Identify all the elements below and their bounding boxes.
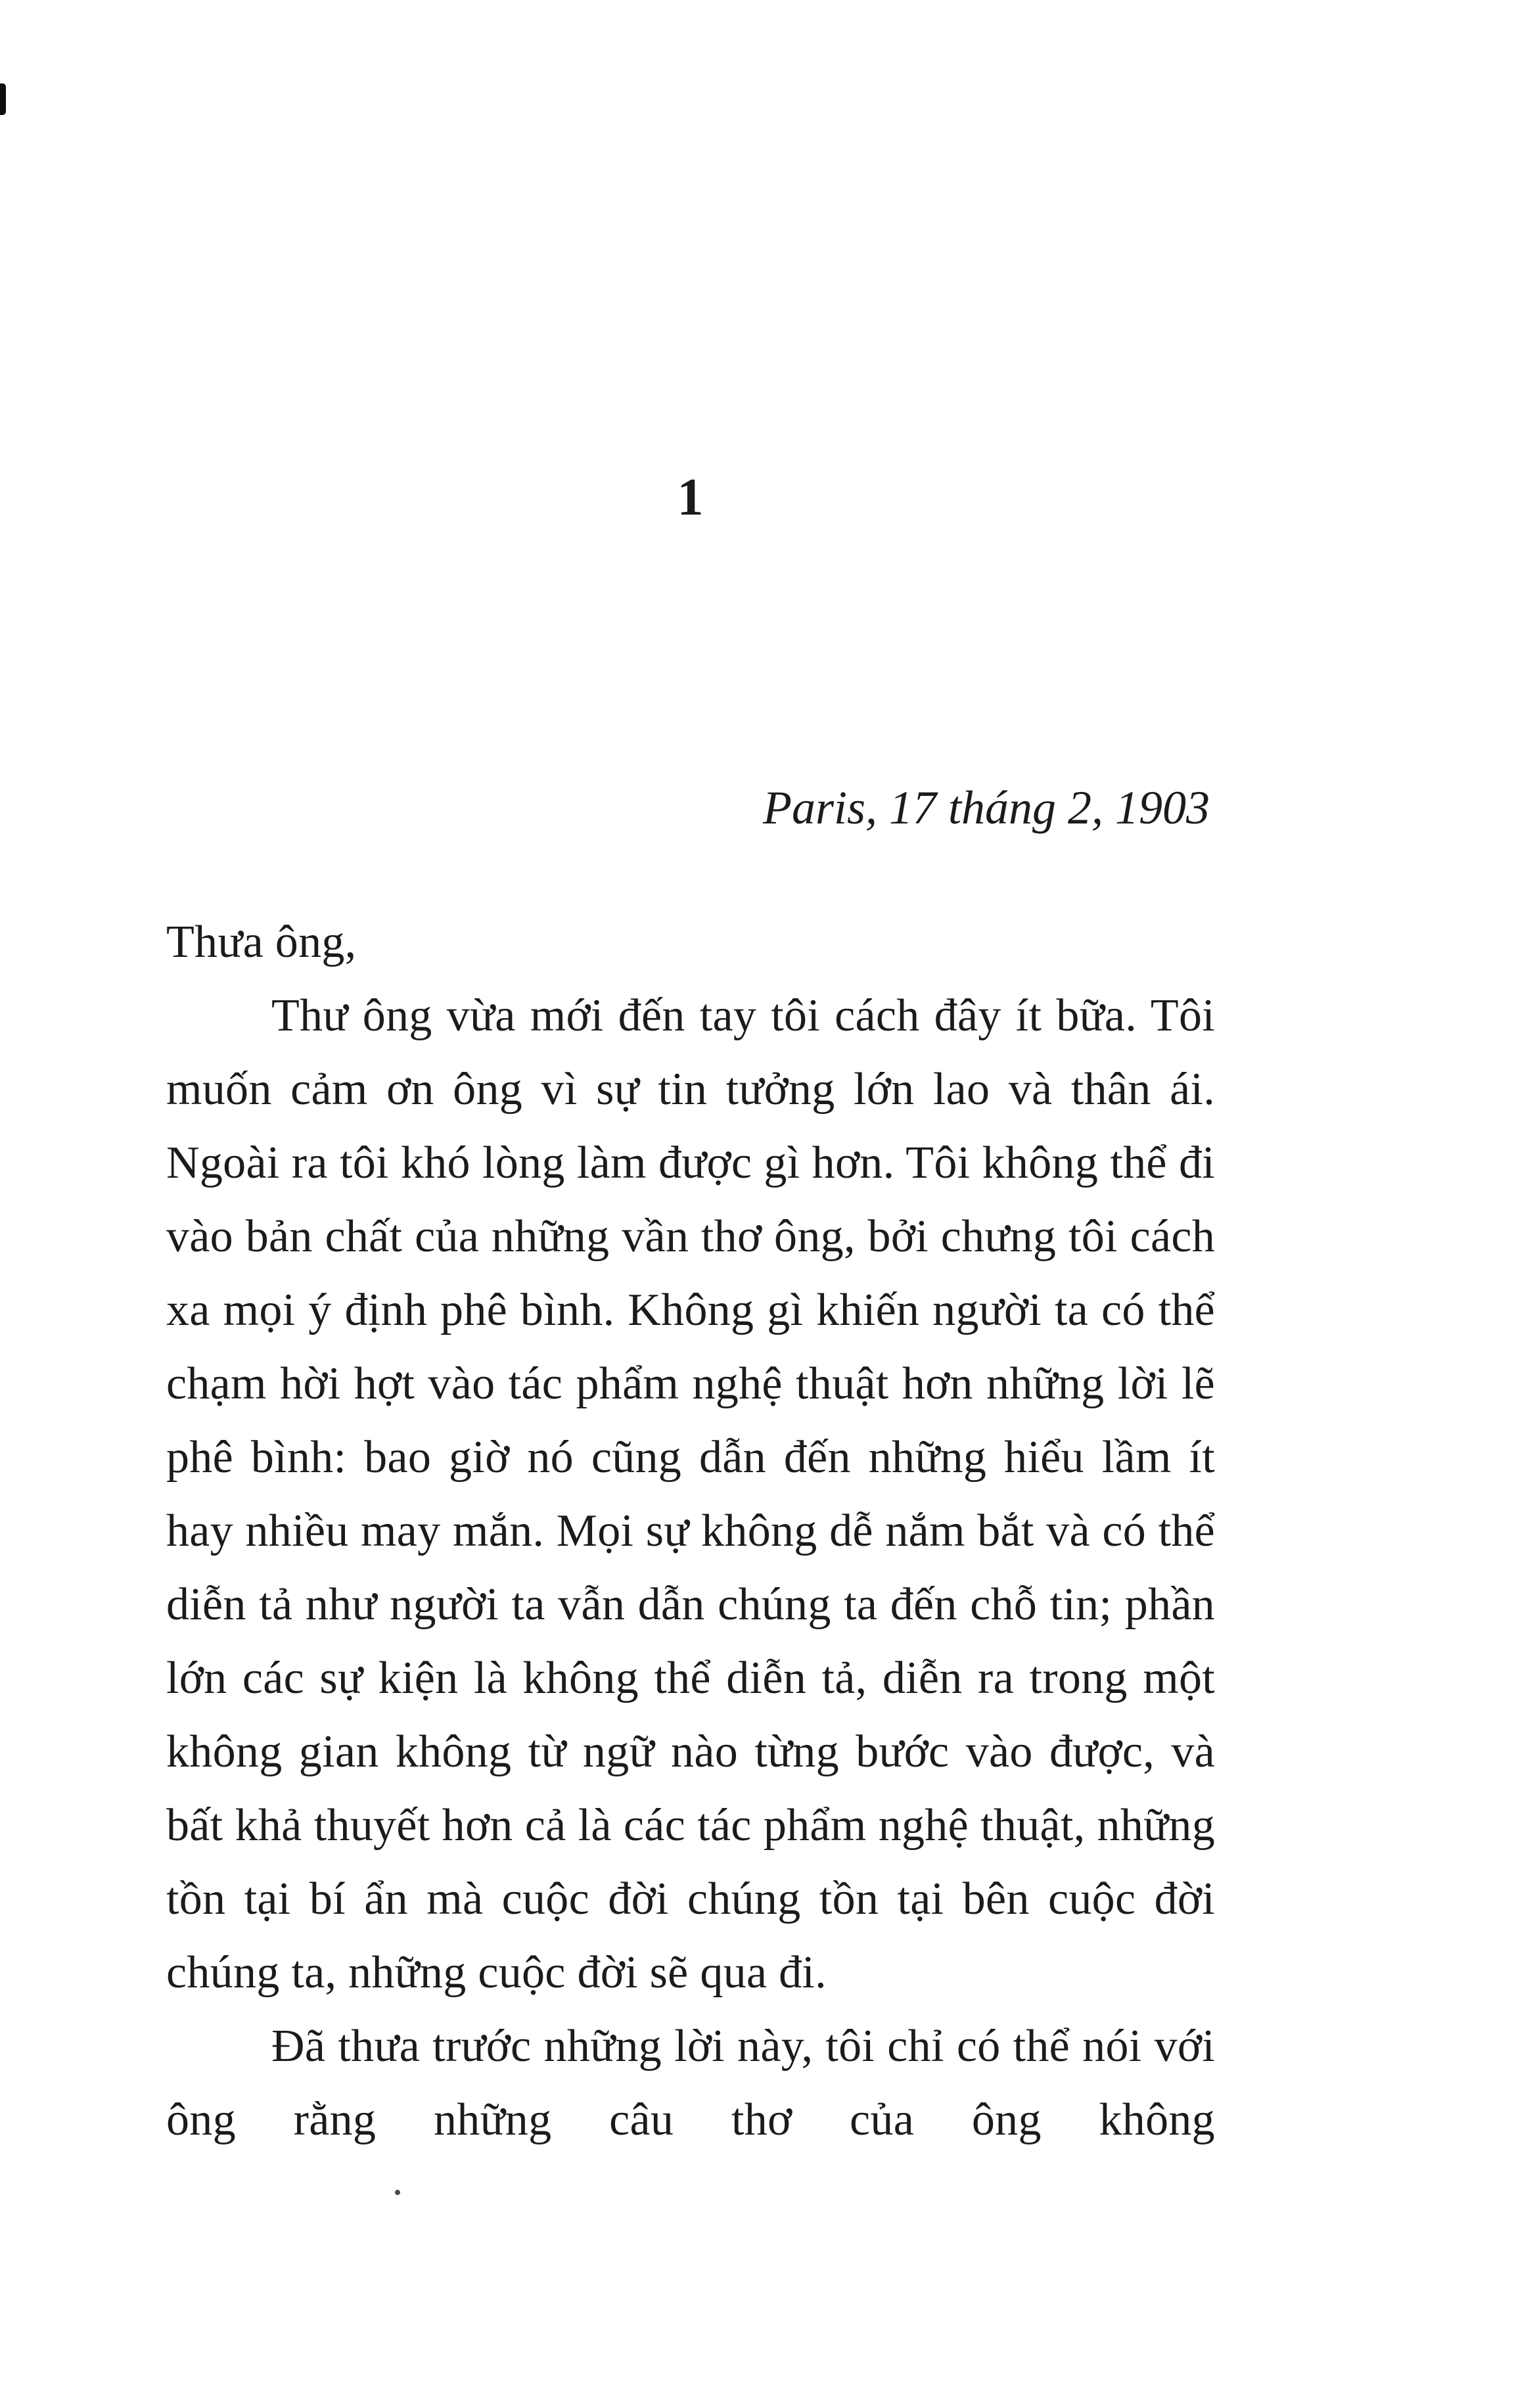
- scan-artifact-edge-mark: [0, 83, 6, 115]
- chapter-number: 1: [677, 469, 704, 526]
- text-column: [166, 0, 1215, 2408]
- letter-dateline: Paris, 17 tháng 2, 1903: [762, 781, 1210, 834]
- scan-artifact-dot: [395, 2190, 400, 2195]
- letter-paragraph-1: Thư ông vừa mới đến tay tôi cách đây ít bữa. Tôi muốn cảm ơn ông vì sự tin tưởng lớn lao và thân ái. Ngoài ra tôi khó lòng làm được gì hơn. Tôi không thể đi vào bản chất của những vần thơ ông, bởi chưng tôi cách xa mọi ý định phê bình. Không gì khiến người ta có thể chạm hời hợt vào tác phẩm nghệ thuật hơn những lời lẽ phê bình: bao giờ nó cũng dẫn đến những hiểu lầm ít hay nhiều may mắn. Mọi sự không dễ nắm bắt và có thể diễn tả như người ta vẫn dẫn chúng ta đến chỗ tin; phần lớn các sự kiện là không thể diễn tả, diễn ra trong một không gian không từ ngữ nào từng bước vào được, và bất khả thuyết hơn cả là các tác phẩm nghệ thuật, những tồn tại bí ẩn mà cuộc đời chúng tồn tại bên cuộc đời chúng ta, những cuộc đời sẽ qua đi.: [166, 990, 1215, 1998]
- letter-salutation: Thưa ông,: [166, 917, 357, 967]
- letter-body: [166, 906, 1215, 2157]
- letter-paragraph-2: Đã thưa trước những lời này, tôi chỉ có thể nói với ông rằng những câu thơ của ông không: [166, 2021, 1215, 2145]
